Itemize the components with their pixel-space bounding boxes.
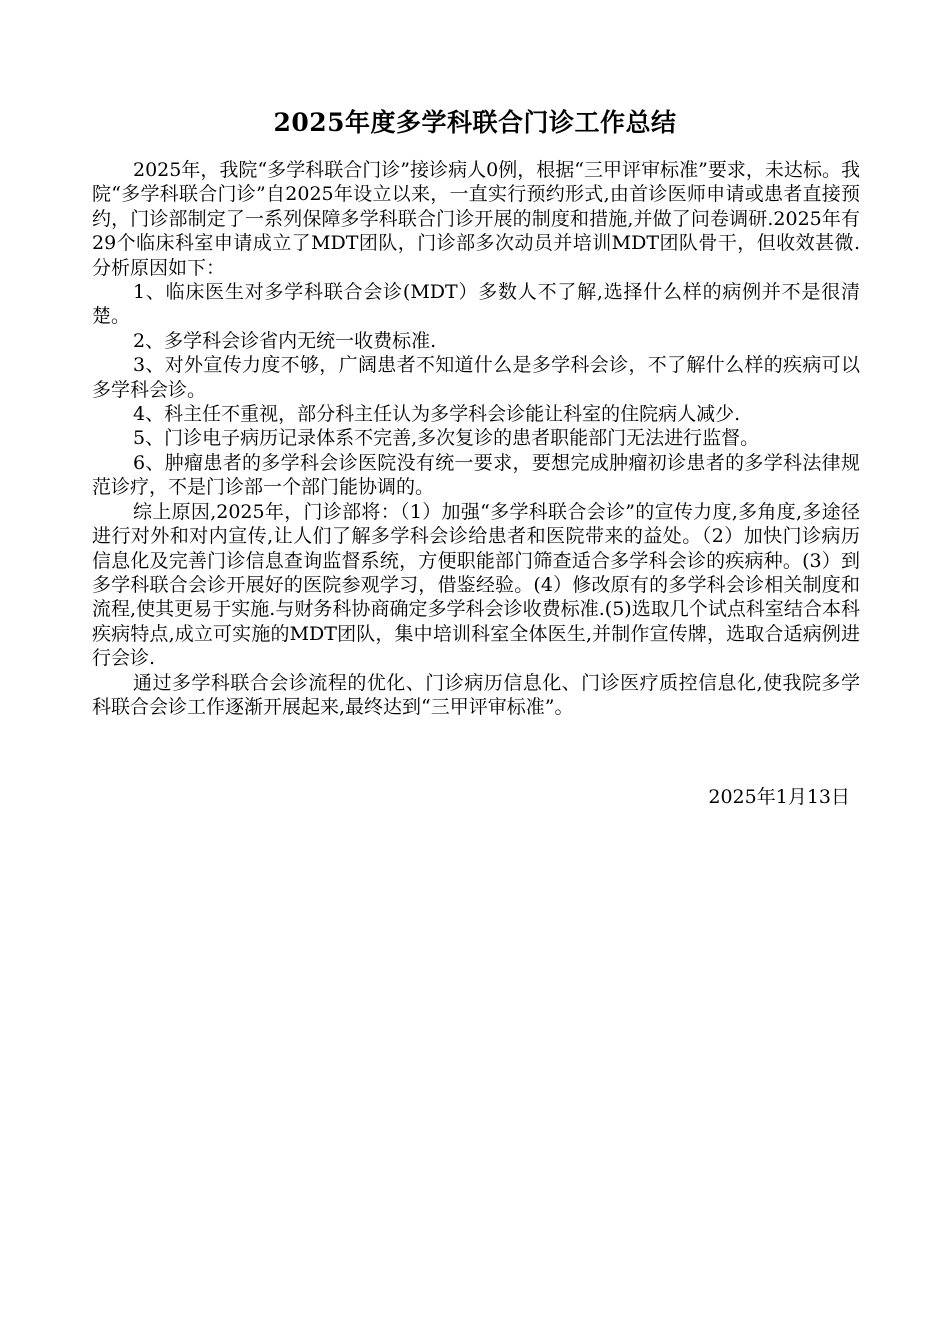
paragraph-reason-6: 6、肿瘤患者的多学科会诊医院没有统一要求，要想完成肿瘤初诊患者的多学科法律规范诊疗，不是门诊部一个部门能协调的。 — [92, 451, 860, 499]
paragraph-intro: 2025年，我院“多学科联合门诊”接诊病人0例，根据“三甲评审标准”要求，未达标。我院“多学科联合门诊”自2025年设立以来，一直实行预约形式,由首诊医师申请或患者直接预约，门诊部制定了一系列保障多学科联合门诊开展的制度和措施,并做了问卷调研.2025年有29个临床科室申请成立了MDT团队，门诊部多次动员并培训MDT团队骨干，但收效甚微.分析原因如下： — [92, 159, 860, 279]
paragraph-reason-1: 1、临床医生对多学科联合会诊(MDT）多数人不了解,选择什么样的病例并不是很清楚。 — [92, 281, 860, 328]
paragraph-reason-2: 2、多学科会诊省内无统一收费标准. — [133, 329, 437, 352]
document-date: 2025年1月13日 — [708, 786, 850, 808]
document-body — [92, 158, 860, 719]
paragraph-plan: 综上原因,2025年，门诊部将：（1）加强“多学科联合会诊”的宣传力度,多角度,多途径进行对外和对内宣传,让人们了解多学科会诊给患者和医院带来的益处。（2）加快门诊病历信息化及完善门诊信息查询监督系统，方便职能部门筛查适合多学科会诊的疾病种。(3）到多学科联合会诊开展好的医院参观学习，借鉴经验。(4）修改原有的多学科会诊相关制度和流程,使其更易于实施.与财务科协商确定多学科会诊收费标准.(5)选取几个试点科室结合本科疾病特点,成立可实施的MDT团队，集中培训科室全体医生,并制作宣传牌，选取合适病例进行会诊. — [92, 500, 860, 670]
document-title: 2025年度多学科联合门诊工作总结 — [273, 108, 677, 137]
paragraph-reason-4: 4、科主任不重视，部分科主任认为多学科会诊能让科室的住院病人减少. — [133, 403, 741, 426]
paragraph-reason-5: 5、门诊电子病历记录体系不完善,多次复诊的患者职能部门无法进行监督。 — [133, 427, 760, 450]
paragraph-reason-3: 3、对外宣传力度不够，广阔患者不知道什么是多学科会诊，不了解什么样的疾病可以多学科会诊。 — [92, 354, 860, 401]
paragraph-conclusion: 通过多学科联合会诊流程的优化、门诊病历信息化、门诊医疗质控信息化,使我院多学科联合会诊工作逐渐开展起来,最终达到“三甲评审标准”。 — [92, 671, 860, 718]
